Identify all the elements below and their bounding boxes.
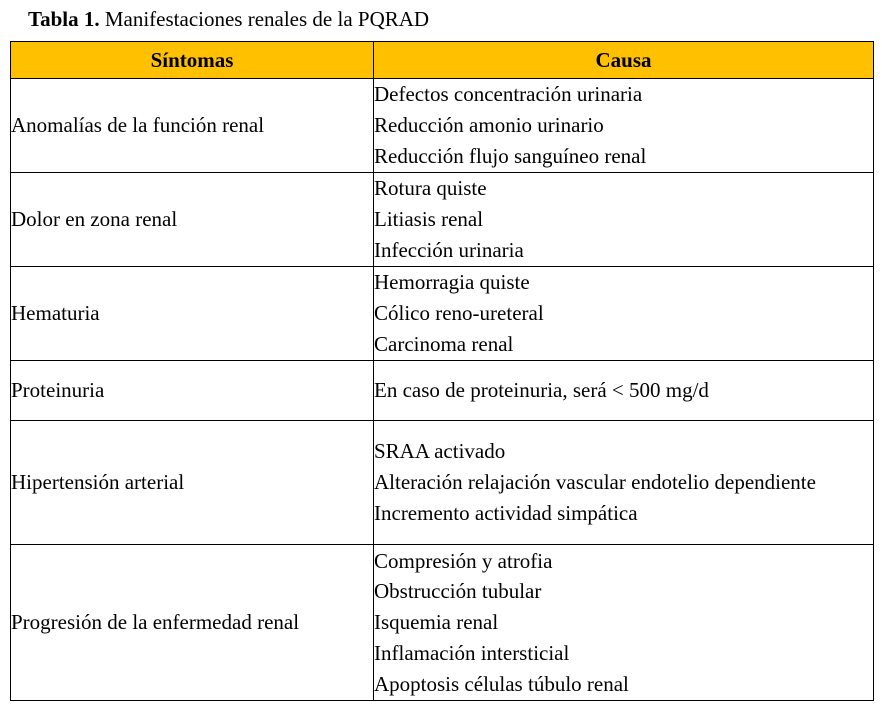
cause-item: Carcinoma renal	[374, 331, 514, 356]
cause-item: Alteración relajación vascular endotelio dependiente	[374, 470, 816, 495]
table-row	[11, 421, 874, 545]
caption-label: Tabla 1.	[28, 7, 100, 31]
symptom-cell: Hipertensión arterial	[11, 421, 374, 545]
cause-item: Litiasis renal	[374, 207, 484, 232]
header-row	[11, 42, 874, 79]
cause-cell	[374, 545, 874, 701]
cause-item: Apoptosis células túbulo renal	[374, 671, 629, 696]
cause-item: Cólico reno-ureteral	[374, 301, 544, 326]
cause-cell	[374, 267, 874, 361]
cause-item: En caso de proteinuria, será < 500 mg/d	[374, 378, 709, 403]
cause-item: Isquemia renal	[374, 610, 499, 635]
table-row	[11, 267, 874, 361]
header-symptoms: Síntomas	[11, 42, 374, 79]
cause-cell	[374, 421, 874, 545]
symptom-cell: Progresión de la enfermedad renal	[11, 545, 374, 701]
cause-item: Obstrucción tubular	[374, 579, 542, 604]
cause-item: Inflamación intersticial	[374, 640, 570, 665]
cause-cell	[374, 173, 874, 267]
symptom-cell: Hematuria	[11, 267, 374, 361]
symptom-cell: Proteinuria	[11, 361, 374, 421]
cause-item: SRAA activado	[374, 439, 506, 464]
caption-text: Manifestaciones renales de la PQRAD	[104, 7, 430, 31]
cause-item: Compresión y atrofia	[374, 548, 553, 573]
table-row	[11, 79, 874, 173]
table-caption	[28, 5, 429, 33]
cause-item: Defectos concentración urinaria	[374, 82, 643, 107]
cause-cell	[374, 79, 874, 173]
cause-item: Hemorragia quiste	[374, 270, 530, 295]
cause-item: Incremento actividad simpática	[374, 500, 638, 525]
cause-cell	[374, 361, 874, 421]
cause-item: Reducción flujo sanguíneo renal	[374, 143, 647, 168]
renal-manifestations-table	[10, 41, 874, 701]
cause-item: Reducción amonio urinario	[374, 113, 604, 138]
table-row	[11, 173, 874, 267]
table-row	[11, 361, 874, 421]
cause-item: Infección urinaria	[374, 237, 524, 262]
symptom-cell: Dolor en zona renal	[11, 173, 374, 267]
table-row	[11, 545, 874, 701]
cause-item: Rotura quiste	[374, 176, 487, 201]
header-cause: Causa	[374, 42, 874, 79]
symptom-cell: Anomalías de la función renal	[11, 79, 374, 173]
